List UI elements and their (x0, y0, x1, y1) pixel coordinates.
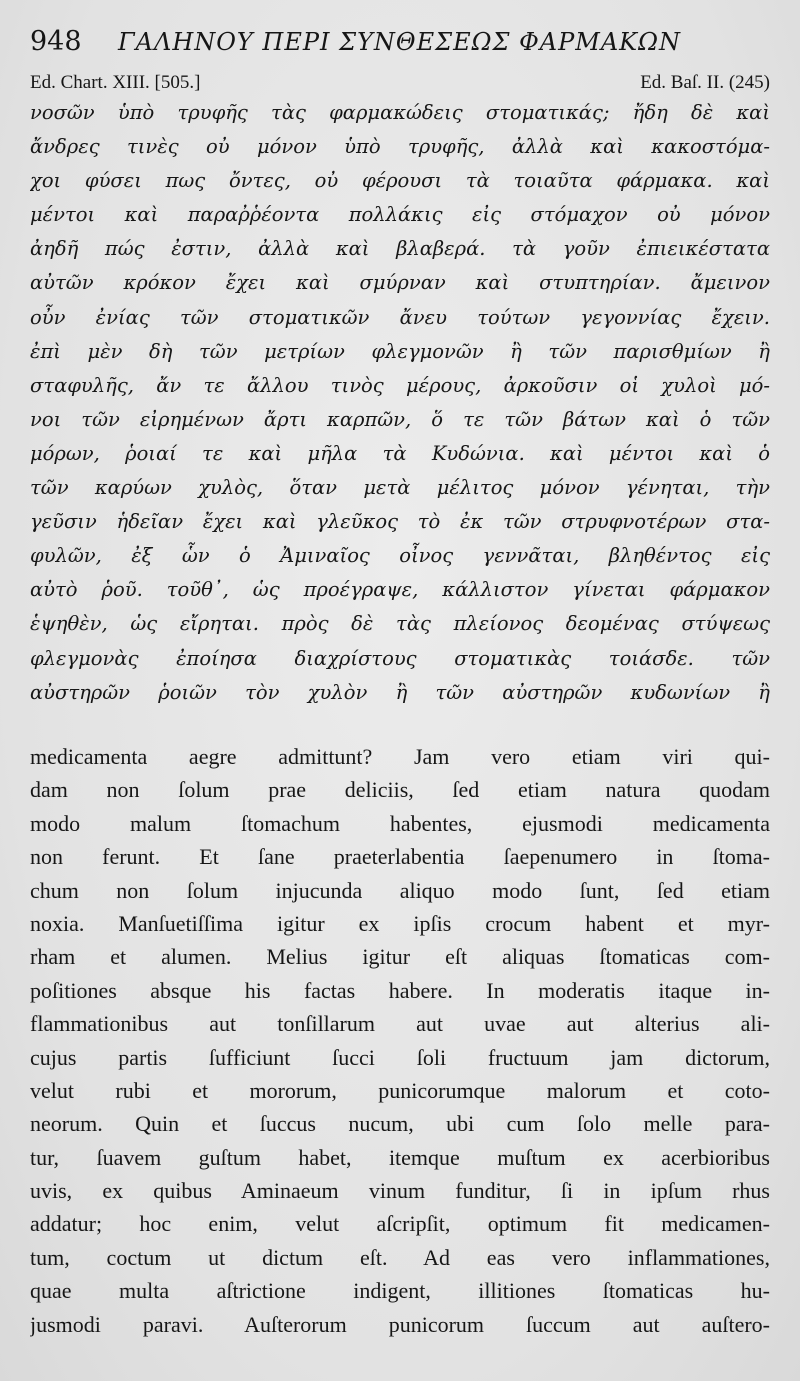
latin-line: tur, ſuavem guſtum habet, itemque muſtum ex acerbioribus (30, 1144, 770, 1170)
greek-line: ἐπὶ μὲν δὴ τῶν μετρίων φλεγμονῶν ἢ τῶν παρισθμίων ἢ (30, 339, 770, 363)
greek-line: φλεγμονὰς ἐποίησα διαχρίστους στοματικὰς τοιάσδε. τῶν (30, 646, 770, 670)
greek-line: μέντοι καὶ παραῤῥέοντα πολλάκις εἰς στόμαχον οὐ μόνον (30, 203, 770, 227)
latin-line: medicamenta aegre admittunt? Jam vero etiam viri qui- (30, 744, 770, 769)
latin-line: rham et alumen. Melius igitur eſt aliquas ſtomaticas com- (30, 944, 770, 970)
latin-line: quae multa aſtrictione indigent, illitiones ſtomaticas hu- (30, 1278, 770, 1304)
latin-line: non ferunt. Et ſane praeterlabentia ſaepenumero in ſtoma- (30, 844, 770, 870)
latin-line: cujus partis ſufficiunt ſucci ſoli fructuum jam dictorum, (30, 1044, 770, 1070)
latin-line: chum non ſolum injucunda aliquo modo ſunt, ſed etiam (30, 877, 770, 903)
latin-line: poſitiones absque his factas habere. In moderatis itaque in- (30, 977, 770, 1003)
running-title: ΓΑΛΗΝΟΥ ΠΕΡΙ ΣΥΝΘΕΣΕΩΣ ΦΑΡΜΑΚΩΝ (118, 28, 681, 56)
greek-line: χοι φύσει πως ὄντες, οὐ φέρουσι τὰ τοιαῦτα φάρμακα. καὶ (30, 169, 770, 193)
edition-reference-chartier: Ed. Chart. XIII. [505.] (30, 72, 201, 93)
greek-line: τῶν καρύων χυλὸς, ὅταν μετὰ μέλιτος μόνον γένηται, τὴν (30, 476, 770, 500)
latin-text-block (30, 740, 770, 1341)
greek-line: ἄνδρες τινὲς οὐ μόνον ὑπὸ τρυφῆς, ἀλλὰ καὶ κακοστόμα- (30, 135, 770, 159)
page-number: 948 (30, 26, 82, 57)
latin-line: modo malum ſtomachum habentes, ejusmodi medicamenta (30, 810, 770, 836)
greek-line: σταφυλῆς, ἄν τε ἄλλου τινὸς μέρους, ἀρκοῦσιν οἱ χυλοὶ μό- (30, 373, 770, 397)
latin-line: addatur; hoc enim, velut aſcripſit, optimum fit medicamen- (30, 1211, 770, 1237)
latin-line: noxia. Manſuetiſſima igitur ex ipſis crocum habent et myr- (30, 910, 770, 936)
latin-line: neorum. Quin et ſuccus nucum, ubi cum ſolo melle para- (30, 1111, 770, 1137)
edition-reference-basel: Ed. Baſ. II. (245) (640, 72, 770, 93)
greek-line: αὐτῶν κρόκον ἔχει καὶ σμύρναν καὶ στυπτηρίαν. ἄμεινον (30, 271, 770, 295)
greek-line: ἀηδῆ πώς ἐστιν, ἀλλὰ καὶ βλαβερά. τὰ γοῦν ἐπιεικέστατα (30, 237, 770, 261)
latin-line: uvis, ex quibus Aminaeum vinum funditur, ſi in ipſum rhus (30, 1178, 770, 1204)
greek-line: γεῦσιν ἡδεῖαν ἔχει καὶ γλεῦκος τὸ ἐκ τῶν στρυφνοτέρων στα- (30, 510, 770, 534)
running-head (30, 26, 770, 66)
greek-line: οὖν ἐνίας τῶν στοματικῶν ἄνευ τούτων γεγοννίας ἔχειν. (30, 305, 770, 329)
latin-line: dam non ſolum prae deliciis, ſed etiam natura quodam (30, 777, 770, 803)
greek-line: φυλῶν, ἐξ ὧν ὁ Ἀμιναῖος οἶνος γεννᾶται, βληθέντος εἰς (30, 544, 770, 568)
latin-line: tum, coctum ut dictum eſt. Ad eas vero inflammationes, (30, 1244, 770, 1270)
greek-line: νοι τῶν εἰρημένων ἄρτι καρπῶν, ὅ τε τῶν βάτων καὶ ὁ τῶν (30, 407, 770, 431)
latin-line: flammationibus aut tonſillarum aut uvae aut alterius ali- (30, 1011, 770, 1037)
greek-text-block (30, 96, 770, 710)
latin-line: jusmodi paravi. Auſterorum punicorum ſuccum aut auſtero- (30, 1311, 770, 1337)
greek-line: μόρων, ῥοιαί τε καὶ μῆλα τὰ Κυδώνια. καὶ μέντοι καὶ ὁ (30, 441, 770, 465)
greek-line: νοσῶν ὑπὸ τρυφῆς τὰς φαρμακώδεις στοματικάς; ἤδη δὲ καὶ (30, 101, 770, 124)
greek-line: αὐτὸ ῥοῦ. τοῦθ᾽, ὡς προέγραψε, κάλλιστον γίνεται φάρμακον (30, 578, 770, 602)
greek-line: αὐστηρῶν ῥοιῶν τὸν χυλὸν ἢ τῶν αὐστηρῶν κυδωνίων ἢ (30, 680, 770, 704)
latin-line: velut rubi et mororum, punicorumque malorum et coto- (30, 1077, 770, 1103)
greek-line: ἑψηθὲν, ὡς εἴρηται. πρὸς δὲ τὰς πλείονος δεομένας στύψεως (30, 612, 770, 636)
